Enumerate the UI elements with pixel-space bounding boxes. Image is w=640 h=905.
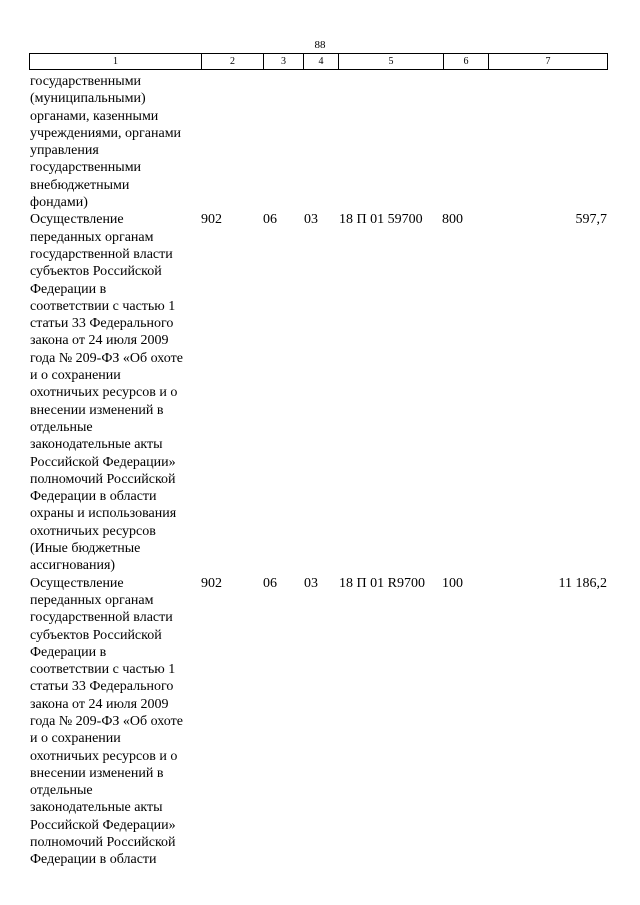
row-amount: 597,7 — [575, 212, 607, 228]
row-description: Осуществление переданных органам государственной власти субъектов Российской Федерации в соответствии с частью 1 статьи 33 Федерального закона от 24 июля 2009 года № 209-ФЗ «Об охоте и о сохранении охотничьих ресурсов и о внесении изменений в отдельные законодательные акты Российской Федерации» полномочий Российской Федерации в области — [30, 575, 183, 868]
row-target-article: 18 П 01 R9700 — [339, 575, 425, 591]
row-ministry-code: 902 — [201, 212, 222, 228]
row-target-article: 18 П 01 59700 — [339, 212, 423, 228]
table-row — [0, 73, 640, 211]
budget-table-body — [0, 73, 640, 869]
table-row — [0, 575, 640, 869]
table-row — [0, 211, 640, 574]
row-subsection-code: 03 — [304, 212, 318, 228]
row-description: государственными (муниципальными) органами, казенными учреждениями, органами управления государственными внебюджетными фондами) — [30, 74, 182, 211]
header-row — [30, 54, 608, 70]
row-expense-type: 100 — [442, 575, 463, 591]
header-col-7: 7 — [489, 54, 608, 70]
row-amount: 11 186,2 — [558, 575, 607, 591]
header-col-2: 2 — [202, 54, 264, 70]
row-section-code: 06 — [263, 212, 277, 228]
row-section-code: 06 — [263, 575, 277, 591]
row-ministry-code: 902 — [201, 575, 222, 591]
page-number: 88 — [314, 39, 326, 51]
row-expense-type: 800 — [442, 212, 463, 228]
column-number-header — [29, 53, 608, 70]
row-description: Осуществление переданных органам государственной власти субъектов Российской Федерации в соответствии с частью 1 статьи 33 Федерального закона от 24 июля 2009 года № 209-ФЗ «Об охоте и о сохранении охотничьих ресурсов и о внесении изменений в отдельные законодательные акты Российской Федерации» полномочий Российской Федерации в области охраны и использования охотничьих ресурсов (Иные бюджетные ассигнования) — [30, 212, 183, 574]
header-col-3: 3 — [264, 54, 304, 70]
row-subsection-code: 03 — [304, 575, 318, 591]
header-col-4: 4 — [304, 54, 339, 70]
header-col-5: 5 — [339, 54, 444, 70]
header-col-1: 1 — [30, 54, 202, 70]
header-col-6: 6 — [444, 54, 489, 70]
